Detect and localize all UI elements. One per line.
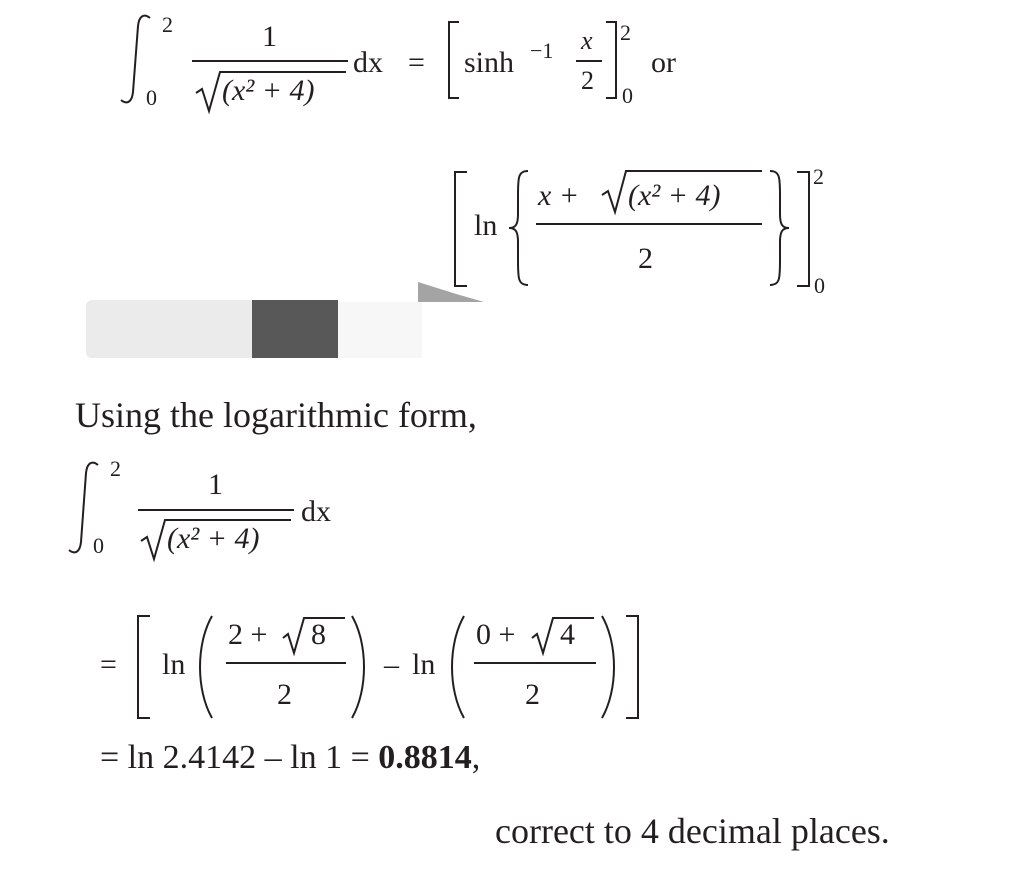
denominator-first: 2: [277, 678, 292, 711]
inverse-exponent: −1: [530, 38, 554, 63]
left-square-bracket-large: [453, 170, 469, 288]
numerator-first: 2 +: [228, 618, 268, 651]
numerator: x +: [538, 179, 580, 212]
upper-limit: 2: [813, 164, 824, 189]
fraction-bar-small: [576, 60, 602, 62]
final-result-line: [100, 741, 480, 775]
fraction-numerator: x: [581, 26, 593, 55]
intro-text: Using the logarithmic form,: [75, 395, 477, 435]
lower-limit: 0: [814, 273, 825, 298]
right-square-bracket-large: [624, 614, 640, 720]
right-square-bracket: [604, 20, 618, 100]
radicand-first: 8: [311, 618, 326, 651]
denominator: (x² + 4): [222, 74, 315, 107]
numerator-second: 0 +: [476, 618, 516, 651]
redaction-block-dark: [252, 300, 338, 358]
radicand: (x² + 4): [628, 179, 721, 212]
sinh-label: sinh: [464, 46, 515, 79]
lower-limit: 0: [146, 85, 157, 110]
denominator-second: 2: [525, 678, 540, 711]
dx: dx: [301, 495, 331, 528]
redaction-block-light: [86, 300, 256, 358]
ln-label-first: ln: [162, 648, 186, 681]
left-paren-first: [192, 614, 216, 720]
bracket-upper-limit: 2: [620, 20, 631, 45]
right-paren-first: [348, 614, 372, 720]
redaction-block-white: [338, 302, 422, 358]
denominator: 2: [638, 242, 653, 275]
dx: dx: [353, 46, 383, 79]
result-value: 0.8814: [378, 739, 472, 776]
fraction-bar: [138, 509, 294, 511]
left-square-bracket: [447, 20, 461, 100]
ln-label-second: ln: [412, 648, 436, 681]
left-paren-second: [444, 614, 468, 720]
redaction-wedge: [418, 282, 484, 302]
or-text: or: [651, 46, 676, 79]
result-comma: ,: [471, 739, 481, 776]
left-square-bracket-large: [136, 614, 152, 720]
fraction-bar: [192, 60, 348, 62]
right-paren-second: [598, 614, 622, 720]
numerator: 1: [208, 468, 223, 501]
ln-label: ln: [474, 209, 498, 242]
fraction-bar: [536, 223, 762, 225]
lower-limit: 0: [93, 533, 104, 558]
numerator: 1: [262, 20, 277, 53]
upper-limit: 2: [110, 456, 121, 481]
bracket-lower-limit: 0: [622, 83, 633, 108]
fraction-denominator: 2: [581, 66, 594, 95]
radicand-second: 4: [560, 618, 575, 651]
right-square-bracket-large: [795, 170, 811, 288]
fraction-bar-second: [474, 662, 596, 664]
fraction-bar-first: [226, 662, 346, 664]
equals-sign: =: [100, 648, 117, 681]
right-curly-brace: [766, 168, 792, 288]
precision-note: correct to 4 decimal places.: [495, 811, 890, 851]
upper-limit: 2: [162, 12, 173, 37]
result-expression: = ln 2.4142 – ln 1 =: [100, 739, 379, 776]
denominator: (x² + 4): [167, 522, 260, 555]
left-curly-brace: [506, 168, 532, 288]
equals-sign: =: [408, 46, 425, 79]
minus-sign: –: [384, 648, 399, 681]
